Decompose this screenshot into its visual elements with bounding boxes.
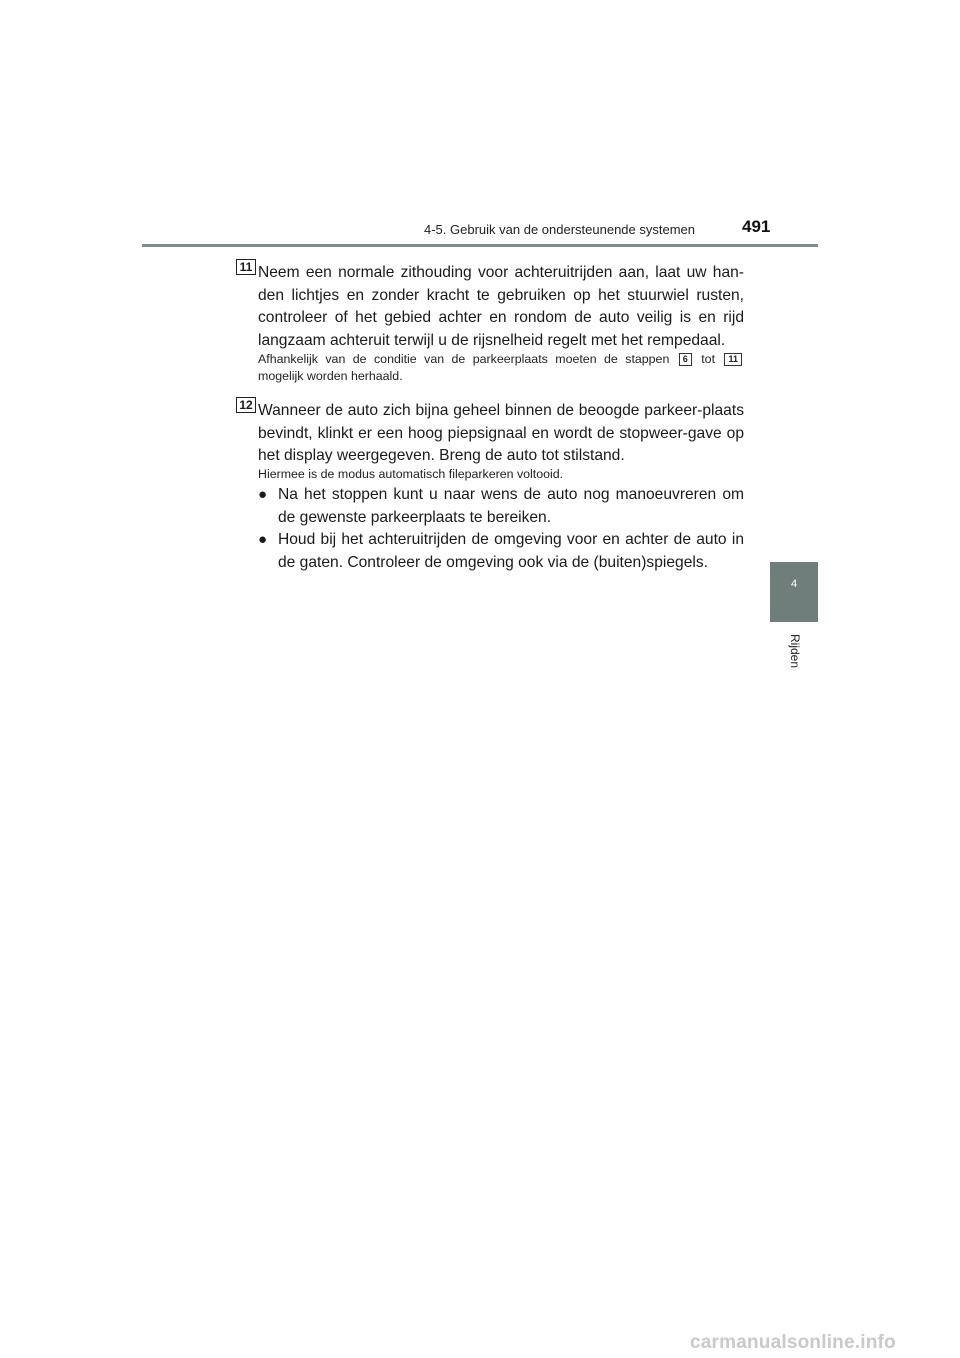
step-12-note: Hiermee is de modus automatisch fileparkeren voltooid. [258,467,564,481]
bullet-dot-icon: ● [258,486,268,503]
page-number: 491 [742,217,771,236]
bullet-text: Na het stoppen kunt u naar wens de auto nog manoeuvreren om de gewenste parkeerplaats te bereiken. [278,486,744,526]
note-text-middle: tot [701,352,716,366]
bullet-dot-icon: ● [258,531,268,548]
note-text-after: mogelijk worden herhaald. [258,368,403,383]
header-divider [142,244,818,247]
step-ref-6: 6 [679,353,692,366]
watermark: carmanualsonline.info [690,1332,896,1353]
chapter-label: Rijden [788,633,802,669]
bullet-item [258,529,744,574]
chapter-number: 4 [790,578,798,590]
step-ref-11: 11 [724,353,742,366]
step-11-note [258,351,744,384]
note-text-before: Afhankelijk van de conditie van de parkeerplaats moeten de stappen [258,352,670,366]
step-11-text: Neem een normale zithouding voor achteruitrijden aan, laat uw han-den lichtjes en zonder kracht te gebruiken op het stuurwiel rusten, controleer of het gebied achter en rondom de auto veilig is en rijd langzaam achteruit terwijl u de rijsnelheid regelt met het rempedaal. [258,264,744,349]
step-number-11: 11 [236,259,256,275]
bullet-item [258,484,744,529]
section-title: 4-5. Gebruik van de ondersteunende systemen [424,222,696,237]
bullet-text: Houd bij het achteruitrijden de omgeving voor en achter de auto in de gaten. Controleer de omgeving ook via de (buiten)spiegels. [278,531,744,571]
step-12-text: Wanneer de auto zich bijna geheel binnen de beoogde parkeer-plaats bevindt, klinkt er een hoog piepsignaal en wordt de stopweer-gave op het display weergegeven. Breng de auto tot stilstand. [258,402,744,464]
step-number-12: 12 [236,397,256,413]
